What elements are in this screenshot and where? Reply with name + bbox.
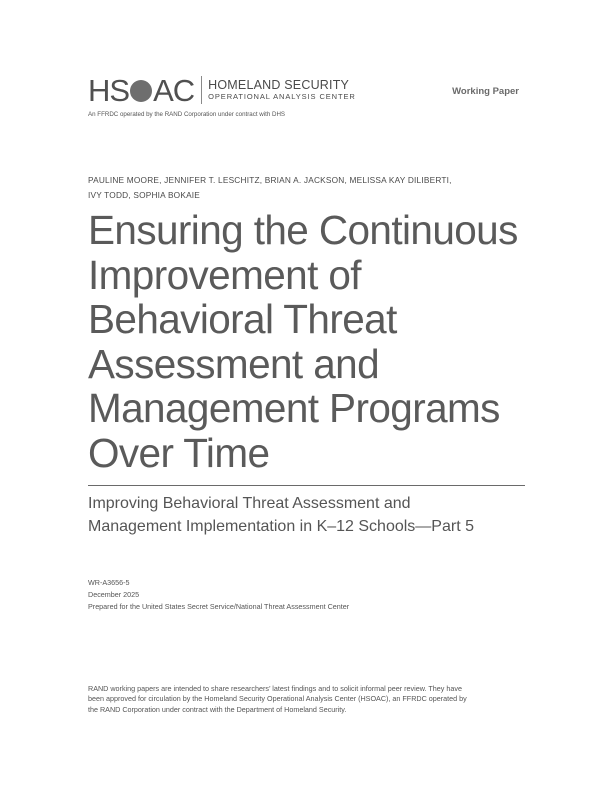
subtitle-line-1: Improving Behavioral Threat Assessment and bbox=[88, 495, 411, 512]
paper-type-label: Working Paper bbox=[452, 86, 519, 97]
author-line-2: IVY TODD, SOPHIA BOKAIE bbox=[88, 189, 201, 200]
logo-circle-icon bbox=[130, 80, 152, 102]
disclaimer-line-2: been approved for circulation by the Homeland Security Operational Analysis Center (HSOAC), an FFRDC operated by bbox=[88, 694, 467, 704]
document-metadata bbox=[88, 577, 349, 614]
document-title bbox=[88, 208, 538, 476]
hsoac-logo bbox=[88, 72, 356, 108]
title-divider bbox=[88, 485, 525, 486]
subtitle-line-2: Management Implementation in K–12 Schools—Part 5 bbox=[88, 517, 474, 535]
report-number: WR-A3656-5 bbox=[88, 578, 130, 587]
disclaimer-line-1: RAND working papers are intended to share researchers’ latest findings and to solicit informal peer review. They have bbox=[88, 684, 462, 693]
document-subtitle bbox=[88, 493, 528, 538]
disclaimer-line-3: the RAND Corporation under contract with the Department of Homeland Security. bbox=[88, 704, 347, 714]
prepared-for: Prepared for the United States Secret Service/National Threat Assessment Center bbox=[88, 602, 350, 612]
logo-mark-left: HS bbox=[88, 72, 130, 108]
logo-divider bbox=[201, 76, 202, 104]
title-line-3: Behavioral Threat bbox=[88, 296, 397, 343]
author-list bbox=[88, 173, 528, 202]
publication-date: December 2025 bbox=[88, 590, 140, 600]
logo-mark bbox=[88, 72, 195, 108]
title-line-6: Over Time bbox=[88, 429, 270, 476]
title-line-1: Ensuring the Continuous bbox=[88, 207, 518, 253]
disclaimer-note bbox=[88, 684, 528, 715]
logo-tagline: An FFRDC operated by the RAND Corporation under contract with DHS bbox=[88, 111, 286, 118]
logo-line-1: HOMELAND SECURITY bbox=[208, 78, 350, 92]
logo-mark-right: AC bbox=[153, 72, 195, 108]
title-line-5: Management Programs bbox=[88, 385, 500, 432]
title-line-2: Improvement of bbox=[88, 251, 361, 298]
title-line-4: Assessment and bbox=[88, 340, 379, 387]
logo-line-2: OPERATIONAL ANALYSIS CENTER bbox=[208, 92, 356, 101]
logo-text bbox=[208, 78, 356, 102]
author-line-1: PAULINE MOORE, JENNIFER T. LESCHITZ, BRIAN A. JACKSON, MELISSA KAY DILIBERTI, bbox=[88, 175, 452, 185]
